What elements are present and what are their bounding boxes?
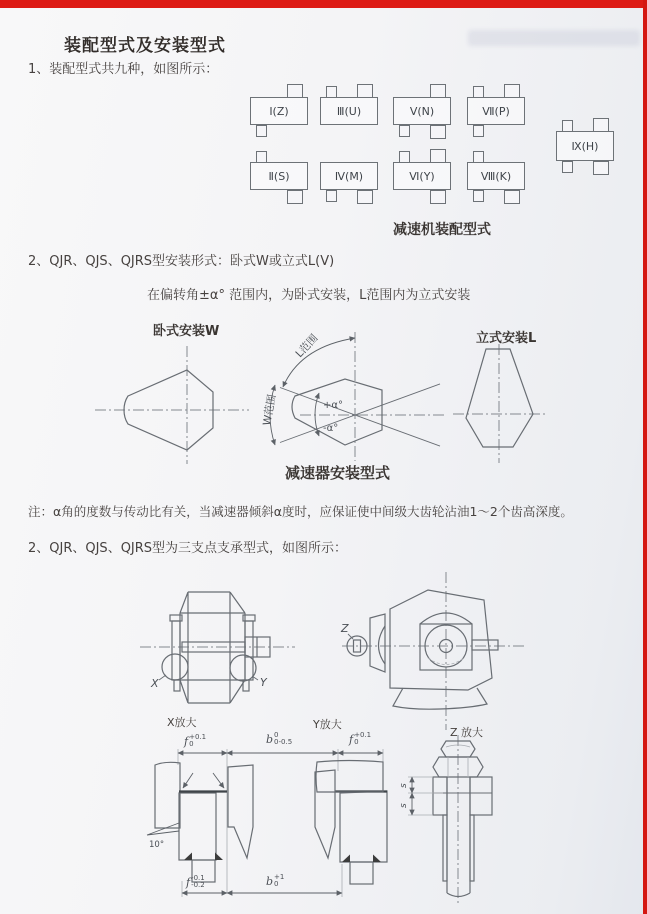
dim-s1-label: s — [399, 783, 409, 788]
chamfer-angle-label: 10° — [149, 840, 165, 850]
y-detail-caption: Y放大 — [313, 718, 342, 731]
angle-range-line: 在偏转角±α° 范围内，为卧式安装，L范围内为立式安装 — [147, 288, 471, 303]
mating-tongue-right — [315, 770, 335, 858]
reducer-outline — [292, 379, 382, 445]
dim-sub: 0 — [189, 740, 194, 749]
input-shaft-tab — [473, 190, 484, 202]
output-shaft-tab — [430, 125, 446, 139]
dim-sup: +0.1 — [189, 733, 207, 741]
assembly-box-vii-p — [467, 97, 525, 125]
clearance-arrow-left — [183, 773, 193, 788]
assembly-box-label: Ⅰ(Z) — [269, 104, 289, 118]
input-shaft-tab — [562, 161, 573, 173]
alpha-lower-boundary — [280, 388, 440, 447]
horizontal-install-label: 卧式安装W — [153, 324, 220, 339]
z-detail-caption: Z 放大 — [450, 726, 484, 739]
assembly-box-label: Ⅲ(U) — [336, 104, 362, 118]
note-line: 注：α角的度数与传动比有关，当减速器倾斜α度时，应保证使中间级大齿轮沾油1～2个齿高深度。 — [28, 504, 573, 519]
assembly-box-viii-k — [467, 162, 525, 190]
vertical-install-label: 立式安装L — [476, 331, 537, 346]
dim-base: b — [266, 732, 274, 746]
dim-sub: 0-0.5 — [274, 738, 293, 747]
detail-z-letter: Z — [341, 622, 349, 635]
install-caption: 减速器安装型式 — [285, 464, 391, 482]
assembly-box-i-z — [250, 97, 308, 125]
detail-x-circle — [162, 654, 188, 680]
assembly-box-ii-s — [250, 162, 308, 190]
dim-sub: 0 — [354, 738, 359, 747]
dim-sup: +1 — [274, 873, 285, 881]
alpha-plus-label: +α° — [323, 400, 343, 411]
assembly-box-label: Ⅴ(N) — [409, 104, 435, 118]
output-shaft-tab — [504, 190, 520, 204]
assembly-box-label: Ⅷ(K) — [480, 169, 512, 183]
input-shaft-tab — [399, 125, 410, 137]
scan-edge-right — [643, 0, 647, 914]
intro-line-2: 2、QJR、QJS、QJRS型安装形式：卧式W或立式L(V) — [28, 254, 335, 269]
dim-base: b — [266, 874, 274, 888]
dim-b-top-label — [266, 732, 292, 747]
page-title: 装配型式及安装型式 — [64, 36, 226, 56]
output-shaft-tab — [287, 190, 303, 204]
assembly-box-label: Ⅵ(Y) — [409, 169, 435, 183]
assembly-box-iv-m — [320, 162, 378, 190]
detail-x-letter: X — [151, 677, 159, 690]
assembly-box-label: Ⅸ(H) — [571, 139, 599, 153]
right-bracket-plate — [245, 621, 253, 680]
dim-s2-label: s — [399, 803, 409, 808]
assembly-box-label: Ⅶ(P) — [482, 104, 510, 118]
assembly-box-vi-y — [393, 162, 451, 190]
dim-sup: -0.1 — [191, 874, 205, 882]
base-trapezoid — [393, 688, 487, 709]
assembly-box-label: Ⅳ(M) — [334, 169, 364, 183]
input-shaft-tab — [473, 151, 484, 163]
s-extension-lines — [408, 777, 443, 815]
x-leader-line — [159, 675, 166, 680]
input-shaft-tab — [473, 125, 484, 137]
detail-y-circle — [230, 655, 256, 681]
dim-sup: +0.1 — [354, 731, 372, 739]
output-shaft-tab — [357, 84, 373, 98]
left-sleeve — [443, 815, 447, 881]
scan-edge-top — [0, 0, 647, 8]
dim-sub: -0.2 — [191, 881, 205, 890]
tilt-range-diagram — [262, 328, 452, 473]
l-range-label: L范围 — [293, 332, 321, 361]
dim-f-top-right-label — [349, 732, 371, 747]
detail-y-letter: Y — [260, 676, 267, 689]
dim-f-top-left-label — [184, 734, 206, 749]
x-detail-caption: X放大 — [167, 716, 197, 729]
dim-f-bottom-label — [186, 875, 205, 890]
tongue-block — [179, 793, 216, 860]
dim-sub: 0 — [274, 880, 279, 889]
output-shaft-tab — [430, 149, 446, 163]
mating-tongue-left — [228, 765, 253, 858]
output-shaft-tab — [430, 190, 446, 204]
output-shaft-tab — [593, 161, 609, 175]
right-sleeve — [470, 815, 474, 881]
right-seat-block — [340, 791, 387, 862]
left-bracket-plate — [172, 621, 180, 680]
output-shaft-tab — [504, 84, 520, 98]
left-support-pin — [174, 680, 180, 691]
assembly-box-iii-u — [320, 97, 378, 125]
assembly-box-ix-h — [556, 131, 614, 161]
dim-base: f — [184, 734, 189, 748]
input-shaft-tab — [473, 86, 484, 98]
shaft-stub — [472, 640, 498, 650]
intro-line-4: 2、QJR、QJS、QJRS型为三支点支承型式，如图所示： — [28, 541, 348, 556]
input-shaft-tab — [562, 120, 573, 132]
alpha-minus-label: -α° — [323, 423, 339, 434]
dim-base: f — [349, 732, 354, 746]
left-bracket — [370, 614, 385, 672]
detail-z-drawing — [392, 733, 507, 913]
clearance-arrow-right — [213, 773, 224, 788]
horizontal-install-drawing — [92, 338, 257, 473]
input-shaft-tab — [256, 125, 267, 137]
output-shaft-tab — [287, 84, 303, 98]
input-shaft-tab — [326, 86, 337, 98]
output-shaft-tab — [430, 84, 446, 98]
left-plate — [433, 777, 447, 815]
left-seat-block — [155, 762, 180, 828]
output-shaft-tab — [357, 190, 373, 204]
assembly-box-v-n — [393, 97, 451, 125]
right-plate — [470, 777, 492, 815]
dim-b-bottom-label — [266, 874, 284, 889]
bracket-dome-cut — [379, 626, 386, 664]
input-shaft-tab — [326, 190, 337, 202]
dim-sup: 0 — [274, 731, 279, 739]
side-view-drawing — [340, 560, 640, 732]
dim-base: f — [186, 875, 191, 889]
chamfer-angle-lines — [147, 823, 179, 835]
mating-plate-right — [316, 761, 383, 793]
input-shaft-tab — [399, 151, 410, 163]
assembly-caption: 减速机装配型式 — [393, 222, 491, 238]
output-shaft-tab — [593, 118, 609, 132]
vertical-install-drawing — [438, 336, 573, 471]
w-range-label: W范围 — [261, 393, 279, 427]
intro-line-1: 1、装配型式共九种，如图所示： — [28, 62, 219, 77]
scan-watermark-artifact — [468, 30, 640, 46]
input-shaft-tab — [256, 151, 267, 163]
assembly-box-label: Ⅱ(S) — [268, 169, 290, 183]
right-foot — [350, 862, 373, 884]
